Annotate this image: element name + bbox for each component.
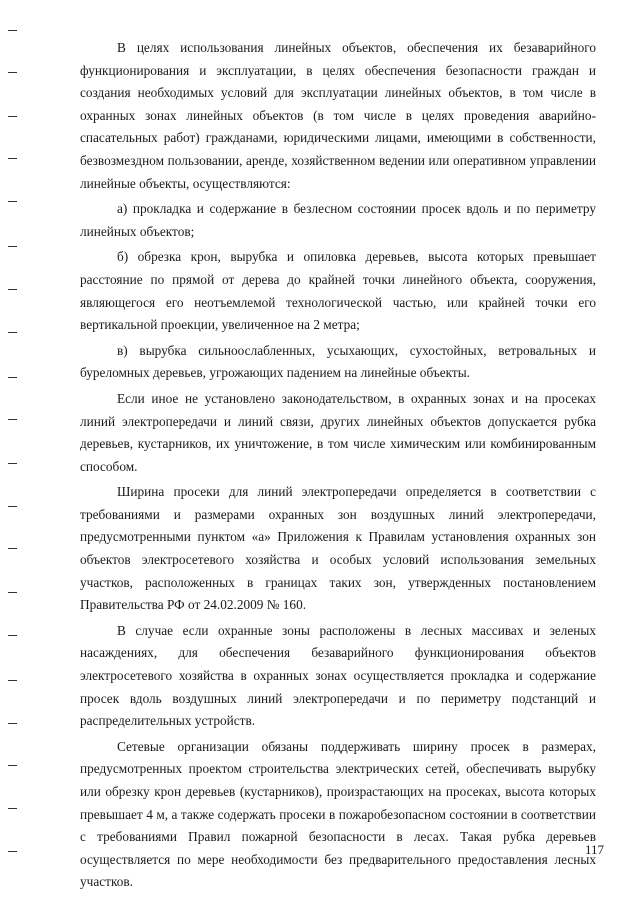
paragraph-item-b: б) обрезка крон, вырубка и опиловка деревьев, высота которых превышает расстояние по прямой от дерева до крайней точки линейного объекта, сооружения, являющегося его неотъемлемой технологической частью, или крайней точки его вертикальной проекции, увеличенное на 2 метра; [80, 249, 596, 333]
page-number: 117 [584, 842, 604, 857]
margin-tick [8, 851, 17, 852]
margin-tick [8, 72, 17, 73]
margin-tick [8, 765, 17, 766]
margin-tick [8, 377, 17, 378]
margin-tick [8, 635, 17, 636]
margin-tick [8, 30, 17, 31]
margin-tick [8, 463, 17, 464]
margin-tick [8, 808, 17, 809]
paragraph-intro: В целях использования линейных объектов, обеспечения их безаварийного функционирования и эксплуатации, в целях обеспечения безопасности граждан и создания необходимых условий для эксплуатации линейных объектов, в том числе в охранных зонах линейных объектов (в том числе в целях проведения аварийно-спасательных работ) гражданами, юридическими лицами, имеющими в собственности, безвозмездном пользовании, аренде, хозяйственном ведении или оперативном управлении линейные объекты, осуществляются: [80, 40, 596, 191]
margin-tick [8, 116, 17, 117]
paragraph-cutting: Если иное не установлено законодательством, в охранных зонах и на просеках линий электропередачи и линий связи, других линейных объектов допускается рубка деревьев, кустарников, их уничтожение, в том числе химическим или комбинированным способом. [80, 390, 596, 474]
binding-margin-marks [8, 0, 22, 905]
margin-tick [8, 419, 17, 420]
margin-tick [8, 723, 17, 724]
margin-tick [8, 548, 17, 549]
paragraph-width: Ширина просеки для линий электропередачи определяется в соответствии с требованиями и размерами охранных зон воздушных линий электропередачи, предусмотренными пунктом «а» Приложения к Правилам установления охранных зон объектов электросетевого хозяйства и особых условий использования земельных участков, расположенных в границах таких зон, утвержденных постановлением Правительства РФ от 24.02.2009 № 160. [80, 484, 596, 613]
margin-tick [8, 332, 17, 333]
margin-tick [8, 289, 17, 290]
margin-tick [8, 506, 17, 507]
margin-tick [8, 201, 17, 202]
margin-tick [8, 680, 17, 681]
paragraph-item-a: а) прокладка и содержание в безлесном состоянии просек вдоль и по периметру линейных объектов; [80, 201, 596, 239]
paragraph-item-v: в) вырубка сильноослабленных, усыхающих, сухостойных, ветровальных и буреломных деревьев, угрожающих падением на линейные объекты. [80, 342, 596, 381]
body-text [80, 37, 596, 897]
margin-tick [8, 592, 17, 593]
paragraph-network-orgs: Сетевые организации обязаны поддерживать ширину просек в размерах, предусмотренных проектом строительства электрических сетей, обеспечивать вырубку или обрезку крон деревьев (кустарников), произрастающих на просеках, высота которых превышает 4 м, а также содержать просеки в пожаробезопасном состоянии в соответствии с требованиями Правил пожарной безопасности в лесах. Такая рубка деревьев осуществляется по мере необходимости без предварительного предоставления лесных участков. [80, 738, 596, 890]
margin-tick [8, 158, 17, 159]
margin-tick [8, 246, 17, 247]
paragraph-forest: В случае если охранные зоны расположены в лесных массивах и зеленых насаждениях, для обеспечения безаварийного функционирования объектов электросетевого хозяйства в охранных зонах осуществляется прокладка и содержание просек вдоль воздушных линий электропередачи и по периметру подстанций и распределительных устройств. [80, 622, 596, 729]
